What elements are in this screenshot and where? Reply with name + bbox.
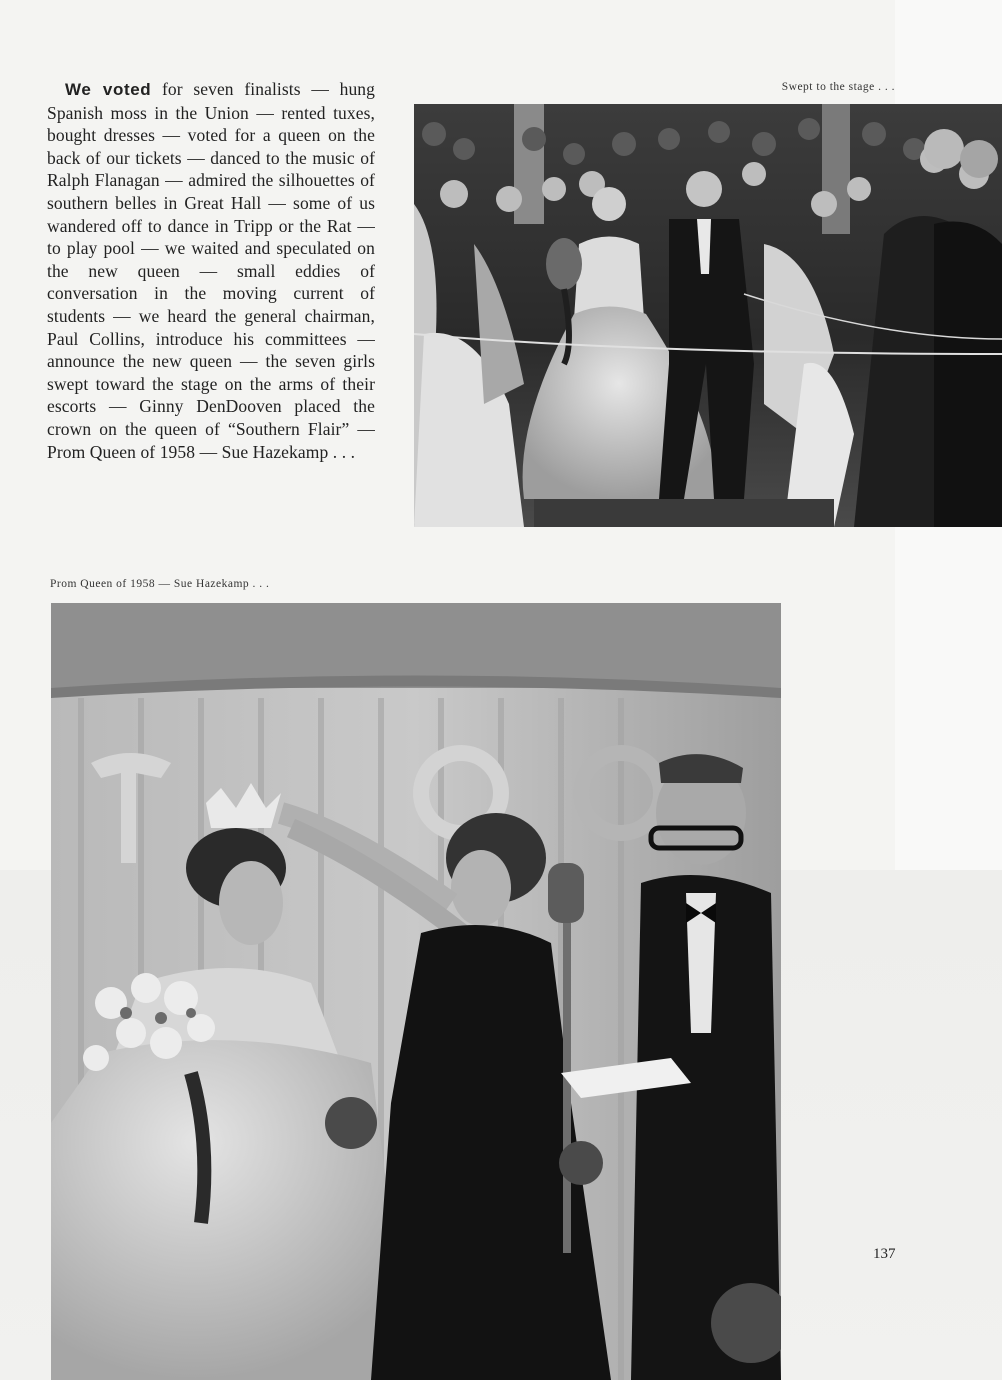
- photo-crowning-image: [51, 603, 781, 1380]
- intro-paragraph: [47, 78, 375, 463]
- caption-bottom-photo: Prom Queen of 1958 — Sue Hazekamp . . .: [50, 578, 270, 590]
- intro-body-text: for seven finalists — hung Spanish moss in the Union — rented tuxes, bought dresses — voted for a queen on the back of our tickets — danced to the music of Ralph Flanagan — admired the silhouettes of southern belles in Great Hall — some of us wandered off to dance in Tripp or the Rat — to play pool — we waited and speculated on the new queen — small eddies of conversation in the moving current of students — we heard the general chairman, Paul Collins, introduce his committees — announce the new queen — the seven girls swept toward the stage on the arms of their escorts — Ginny DenDooven placed the crown on the queen of “Southern Flair” — Prom Queen of 1958 — Sue Hazekamp . . .: [47, 79, 375, 462]
- photo-crowning: [51, 603, 781, 1380]
- intro-lead-words: We voted: [65, 80, 152, 99]
- photo-procession: [414, 104, 1002, 527]
- photo-procession-image: [414, 104, 1002, 527]
- caption-top-photo: Swept to the stage . . .: [781, 81, 895, 93]
- page-number: 137: [873, 1246, 896, 1262]
